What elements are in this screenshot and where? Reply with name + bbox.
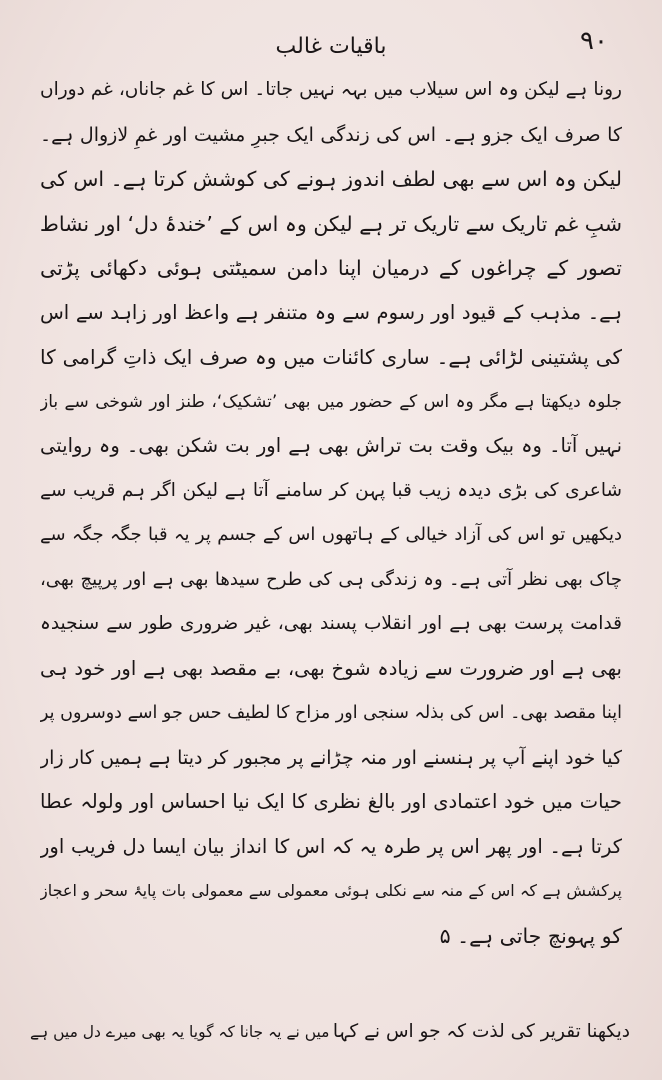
- running-head: باقیات غالب: [275, 34, 387, 59]
- page-number: ۹۰: [580, 26, 608, 56]
- text-line: اپنا مقصد بھی۔ اس کی بذلہ سنجی اور مزاح کا لطیف حس جو اسے دوسروں پر: [40, 703, 622, 723]
- text-line: دیکھیں تو اس کی آزاد خیالی کے ہاتھوں اس کے جسم پر یہ قبا جگہ جگہ سے: [40, 524, 622, 545]
- text-line: ہے۔ مذہب کے قیود اور رسوم سے وہ متنفر ہے واعظ اور زاہد سے اس: [40, 300, 622, 324]
- text-line: لیکن وہ اس سے بھی لطف اندوز ہونے کی کوشش کرتا ہے۔ اس کی: [40, 167, 622, 191]
- text-line: رونا ہے لیکن وہ اس سیلاب میں بہہ نہیں جاتا۔ اس کا غم جاناں، غم دوراں: [40, 79, 622, 100]
- text-line: کیا خود اپنے آپ پر ہنسنے اور منہ چڑانے پر مجبور کر دیتا ہے ہمیں کار زار: [40, 746, 622, 769]
- text-line: کا صرف ایک جزو ہے۔ اس کی زندگی ایک جبرِ مشیت اور غمِ لازوال ہے۔: [40, 123, 622, 146]
- text-line: کی پشتینی لڑائی ہے۔ ساری کائنات میں وہ صرف ایک ذاتِ گرامی کا: [40, 345, 622, 369]
- text-line: کو پہونچ جاتی ہے۔ ۵: [439, 923, 622, 948]
- text-line: تصور کے چراغوں کے درمیان اپنا دامن سمیٹتی ہوئی دکھائی پڑتی: [40, 256, 622, 280]
- text-line: جلوہ دیکھتا ہے مگر وہ اس کے حضور میں بھی ’تشکیک‘، طنز اور شوخی سے باز: [40, 391, 622, 412]
- verse-second-line: میں نے یہ جانا کہ گویا یہ بھی میرے دل میں ہے: [30, 1023, 330, 1041]
- text-line: نہیں آتا۔ وہ بیک وقت بت تراش بھی ہے اور بت شکن بھی۔ وہ روایتی: [40, 434, 622, 457]
- text-line: شبِ غم تاریک سے تاریک تر ہے لیکن وہ اس کے ’خندۂ دل‘ اور نشاط: [40, 211, 622, 236]
- body-text: [40, 68, 622, 958]
- text-line: پرکشش ہے کہ اس کے منہ سے نکلی ہوئی معمولی سے معمولی بات پایۂ سحر و اعجاز: [40, 881, 622, 900]
- verse-couplet: [30, 1010, 630, 1054]
- text-line: چاک بھی نظر آتی ہے۔ وہ زندگی ہی کی طرح سیدھا بھی ہے اور پرپیچ بھی،: [40, 568, 622, 590]
- text-line: کرتا ہے۔ اور پھر اس پر طرہ یہ کہ اس کا انداز بیان ایسا دل فریب اور: [40, 834, 622, 858]
- text-line: بھی ہے اور ضرورت سے زیادہ شوخ بھی، بے مقصد بھی ہے اور خود ہی: [40, 656, 622, 680]
- text-line: حیات میں خود اعتمادی اور بالغ نظری کا ایک نیا احساس اور ولولہ عطا: [40, 790, 622, 813]
- text-line: شاعری کی بڑی دیدہ زیب قبا پہن کر سامنے آتا ہے لیکن اگر ہم قریب سے: [40, 479, 622, 501]
- text-line: قدامت پرست بھی ہے اور انقلاب پسند بھی، غیر ضروری طور سے سنجیدہ: [40, 613, 622, 634]
- verse-first-line: دیکھنا تقریر کی لذت کہ جو اس نے کہا: [332, 1021, 630, 1042]
